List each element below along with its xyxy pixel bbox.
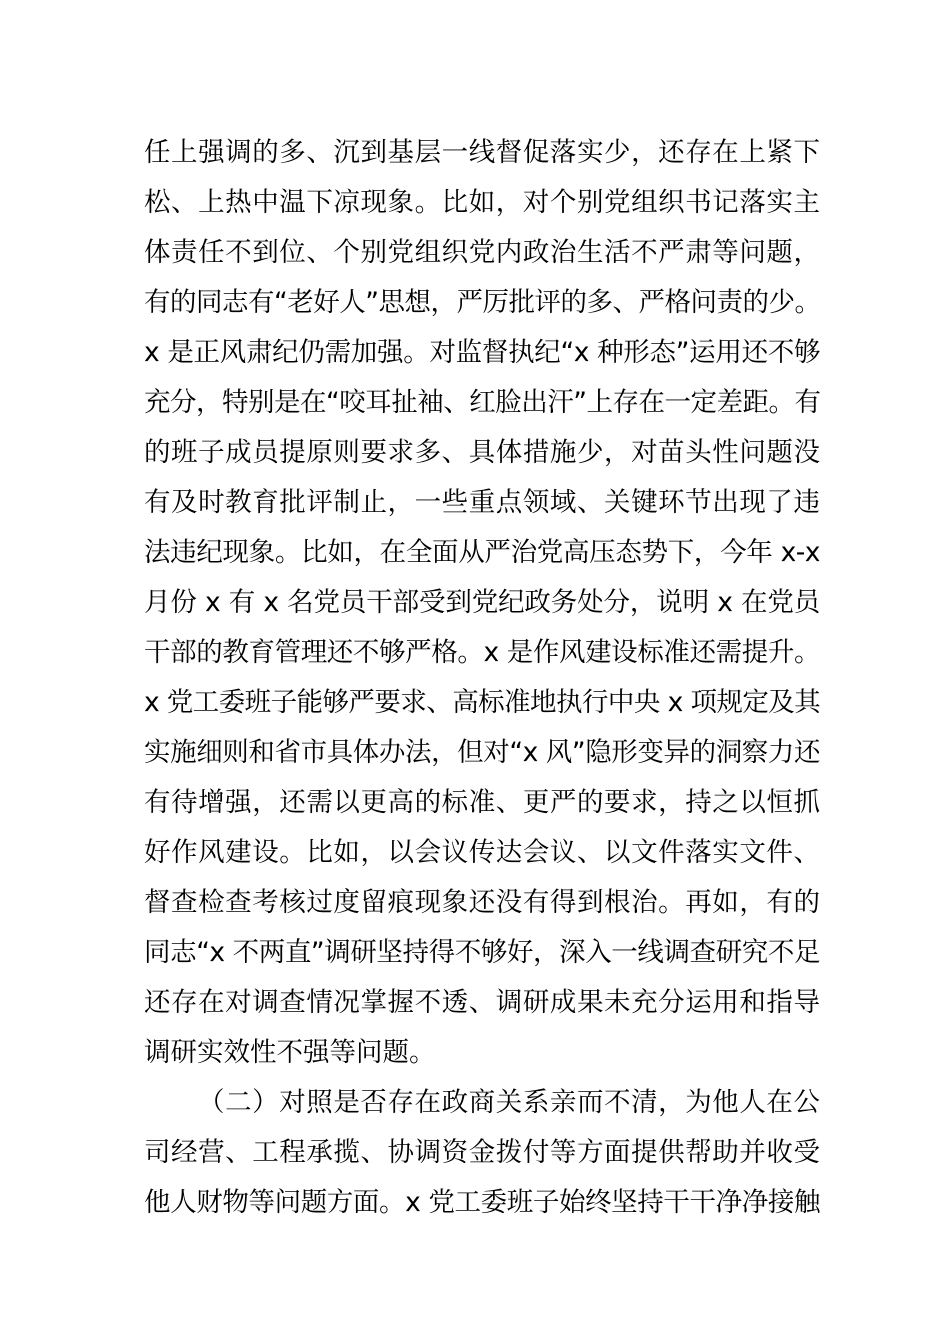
text-line: 好作风建设。比如，以会议传达会议、以文件落实文件、 [144, 837, 820, 868]
text-line: 有的同志有“老好人”思想，严厉批评的多、严格问责的少。 [144, 287, 821, 318]
text-line: 月份 x 有 x 名党员干部受到党纪政务处分，说明 x 在党员 [144, 587, 820, 618]
text-line: 同志“x 不两直”调研坚持得不够好，深入一线调查研究不足 [144, 937, 820, 968]
document-body [144, 128, 820, 1228]
text-line: 法违纪现象。比如，在全面从严治党高压态势下，今年 x-x [144, 537, 820, 568]
text-line: 体责任不到位、个别党组织党内政治生活不严肃等问题， [144, 237, 820, 268]
text-line: x 党工委班子能够严要求、高标准地执行中央 x 项规定及其 [144, 687, 820, 718]
text-line: 实施细则和省市具体办法，但对“x 风”隐形变异的洞察力还 [144, 737, 820, 768]
text-line: 有及时教育批评制止，一些重点领域、关键环节出现了违 [144, 487, 820, 518]
text-line: 松、上热中温下凉现象。比如，对个别党组织书记落实主 [144, 187, 820, 218]
text-line: 司经营、工程承揽、协调资金拨付等方面提供帮助并收受 [144, 1137, 820, 1168]
text-line: x 是正风肃纪仍需加强。对监督执纪“x 种形态”运用还不够 [144, 337, 820, 368]
text-line: 督查检查考核过度留痕现象还没有得到根治。再如，有的 [144, 887, 820, 918]
text-line: 任上强调的多、沉到基层一线督促落实少，还存在上紧下 [144, 137, 820, 168]
text-line: 还存在对调查情况掌握不透、调研成果未充分运用和指导 [144, 987, 820, 1018]
text-line: 他人财物等问题方面。x 党工委班子始终坚持干干净净接触 [144, 1187, 820, 1218]
text-line: 充分，特别是在“咬耳扯袖、红脸出汗”上存在一定差距。有 [144, 387, 821, 418]
text-line: 调研实效性不强等问题。 [144, 1037, 436, 1068]
section-heading-line: （二）对照是否存在政商关系亲而不清，为他人在公 [198, 1087, 820, 1118]
text-line: 干部的教育管理还不够严格。x 是作风建设标准还需提升。 [144, 637, 820, 668]
text-line: 有待增强，还需以更高的标准、更严的要求，持之以恒抓 [144, 787, 820, 818]
text-line: 的班子成员提原则要求多、具体措施少，对苗头性问题没 [144, 437, 820, 468]
